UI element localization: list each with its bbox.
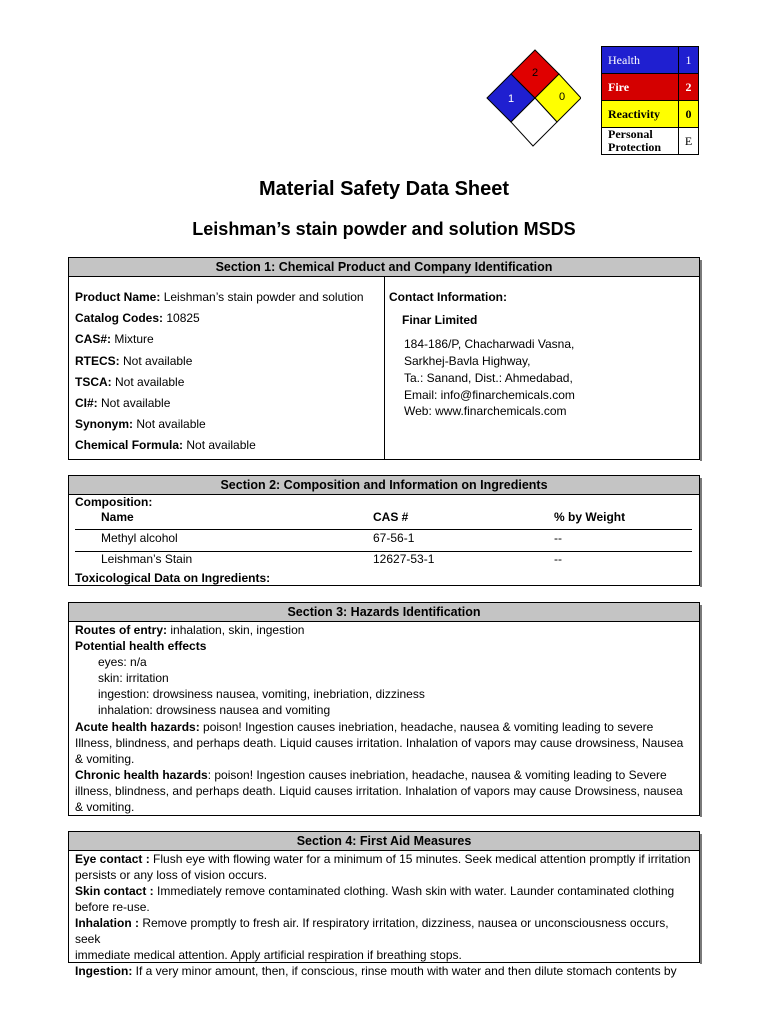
section-4-heading: Section 4: First Aid Measures xyxy=(69,832,699,851)
effects-label: Potential health effects xyxy=(75,639,207,654)
document-subtitle: Leishman’s stain powder and solution MSDS xyxy=(192,219,576,239)
field-row xyxy=(75,308,384,329)
hazards-text xyxy=(69,622,699,815)
hmis-row-fire xyxy=(602,74,699,101)
acute-text: & vomiting. xyxy=(75,751,135,766)
hmis-health-value: 1 xyxy=(679,47,699,74)
hmis-reactivity-value: 0 xyxy=(679,101,699,128)
inhalation-text: immediate medical attention. Apply artificial respiration if breathing stops. xyxy=(75,948,462,962)
field-label: Product Name: xyxy=(75,290,161,304)
hmis-ppe-value: E xyxy=(679,128,699,155)
section-1 xyxy=(68,257,700,460)
chronic-line xyxy=(75,767,693,783)
skin-contact-label: Skin contact : xyxy=(75,884,154,898)
acute-text: poison! Ingestion causes inebriation, headache, nausea & vomiting leading to severe xyxy=(199,719,654,734)
field-row xyxy=(75,414,384,435)
field-value: 10825 xyxy=(163,311,200,326)
field-label: CI#: xyxy=(75,395,98,410)
hmis-ppe-line2: Protection xyxy=(608,140,662,154)
field-label: Chemical Formula: xyxy=(75,438,184,453)
nfpa-diamond xyxy=(485,47,581,159)
ingredient-cas: 67-56-1 xyxy=(373,531,415,545)
hmis-ppe-label xyxy=(602,128,679,155)
chronic-text: & vomiting. xyxy=(75,800,135,815)
hmis-row-ppe xyxy=(602,128,699,155)
hmis-table xyxy=(601,46,699,155)
field-value: Mixture xyxy=(111,332,154,347)
acute-line xyxy=(75,719,693,735)
ingredient-cas: 12627-53-1 xyxy=(373,552,435,566)
routes-label: Routes of entry: xyxy=(75,623,168,637)
nfpa-health-value: 1 xyxy=(507,93,515,105)
company-name: Finar Limited xyxy=(402,313,478,328)
company-address xyxy=(404,336,699,420)
chronic-text: illness, blindness, and perhaps death. Liquid causes irritation. Inhalation of vapors may cause Drowsiness, nausea xyxy=(75,783,683,798)
routes-line xyxy=(75,622,693,638)
field-value: Not available xyxy=(133,417,206,432)
eye-contact-line xyxy=(75,851,693,867)
address-line: Sarkhej-Bavla Highway, xyxy=(404,353,531,368)
table-row xyxy=(75,550,699,571)
field-label: TSCA: xyxy=(75,374,112,389)
field-row xyxy=(75,372,384,393)
eye-contact-text: Flush eye with flowing water for a minimum of 15 minutes. Seek medical attention promptly if irritation xyxy=(149,852,691,866)
ingredient-name: Leishman’s Stain xyxy=(101,552,193,566)
routes-value: inhalation, skin, ingestion xyxy=(167,623,305,637)
field-row xyxy=(75,329,384,350)
section-3 xyxy=(68,602,700,816)
composition-label: Composition: xyxy=(75,495,153,509)
ingestion-text: If a very minor amount, then, if conscious, rinse mouth with water and then dilute stomach contents by xyxy=(132,964,677,978)
field-label: Catalog Codes: xyxy=(75,311,164,326)
acute-label: Acute health hazards: xyxy=(75,719,200,734)
field-row xyxy=(75,351,384,372)
section-2-heading: Section 2: Composition and Information on Ingredients xyxy=(69,476,699,495)
first-aid-text xyxy=(69,851,699,979)
effect-item: eyes: n/a xyxy=(98,655,147,670)
skin-contact-text: before re-use. xyxy=(75,900,150,914)
hmis-fire-label: Fire xyxy=(602,74,679,101)
eye-contact-label: Eye contact : xyxy=(75,852,150,866)
chronic-text: : poison! Ingestion causes inebriation, headache, nausea & vomiting leading to Severe xyxy=(207,767,667,782)
ingestion-line xyxy=(75,963,693,979)
ingredient-name: Methyl alcohol xyxy=(101,531,178,545)
nfpa-flammability-value: 2 xyxy=(531,67,539,79)
contact-label: Contact Information: xyxy=(389,290,507,304)
ingredient-weight: -- xyxy=(554,552,562,566)
section-3-heading: Section 3: Hazards Identification xyxy=(69,603,699,622)
field-label: Synonym: xyxy=(75,417,134,432)
effect-item: skin: irritation xyxy=(98,671,169,686)
table-row xyxy=(75,529,699,550)
toxicological-label: Toxicological Data on Ingredients: xyxy=(75,571,271,585)
chronic-label: Chronic health hazards xyxy=(75,767,208,782)
ingestion-label: Ingestion: xyxy=(75,964,133,978)
inhalation-text: Remove promptly to fresh air. If respiratory irritation, dizziness, nausea or unconsciousness occurs, seek xyxy=(75,916,669,946)
email-line: Email: info@finarchemicals.com xyxy=(404,387,575,402)
document-title: Material Safety Data Sheet xyxy=(258,178,510,200)
skin-contact-text: Immediately remove contaminated clothing. Wash skin with water. Launder contaminated clothing xyxy=(153,884,675,898)
field-value: Not available xyxy=(119,353,193,368)
contact-info xyxy=(385,277,699,460)
section-2 xyxy=(68,475,700,586)
column-header-cas: CAS # xyxy=(373,510,409,524)
hmis-row-reactivity xyxy=(602,101,699,128)
hmis-fire-value: 2 xyxy=(679,74,699,101)
nfpa-reactivity-value: 0 xyxy=(558,91,566,103)
inhalation-line xyxy=(75,915,693,947)
field-value: Leishman’s stain powder and solution xyxy=(160,290,364,304)
column-header-weight: % by Weight xyxy=(554,510,626,524)
field-row xyxy=(75,393,384,414)
hmis-ppe-line1: Personal xyxy=(608,127,653,141)
field-value: Not available xyxy=(97,395,171,410)
section-4 xyxy=(68,831,700,978)
ingredient-weight: -- xyxy=(554,531,562,545)
hmis-reactivity-label: Reactivity xyxy=(602,101,679,128)
skin-contact-line xyxy=(75,883,693,899)
eye-contact-text: persists or any loss of vision occurs. xyxy=(75,868,268,882)
address-line: Ta.: Sanand, Dist.: Ahmedabad, xyxy=(404,370,573,385)
composition-table-header xyxy=(75,509,699,525)
field-value: Not available xyxy=(183,438,256,453)
acute-text: Illness, blindness, and perhaps death. Liquid causes irritation. Inhalation of vapors may cause drowsiness, Nausea xyxy=(75,735,684,750)
effect-item: ingestion: drowsiness nausea, vomiting, inebriation, dizziness xyxy=(98,687,425,702)
hmis-row-health xyxy=(602,47,699,74)
address-line: 184-186/P, Chacharwadi Vasna, xyxy=(404,337,575,352)
inhalation-label: Inhalation : xyxy=(75,916,139,930)
field-value: Not available xyxy=(111,374,185,389)
field-label: RTECS: xyxy=(75,353,120,368)
section-1-heading: Section 1: Chemical Product and Company Identification xyxy=(69,258,699,277)
hmis-health-label: Health xyxy=(602,47,679,74)
column-header-name: Name xyxy=(101,510,134,524)
field-row xyxy=(75,435,384,456)
web-line: Web: www.finarchemicals.com xyxy=(404,404,567,419)
effect-item: inhalation: drowsiness nausea and vomiting xyxy=(98,703,331,718)
field-row xyxy=(75,287,384,308)
product-info xyxy=(69,277,385,460)
field-label: CAS#: xyxy=(75,332,112,347)
